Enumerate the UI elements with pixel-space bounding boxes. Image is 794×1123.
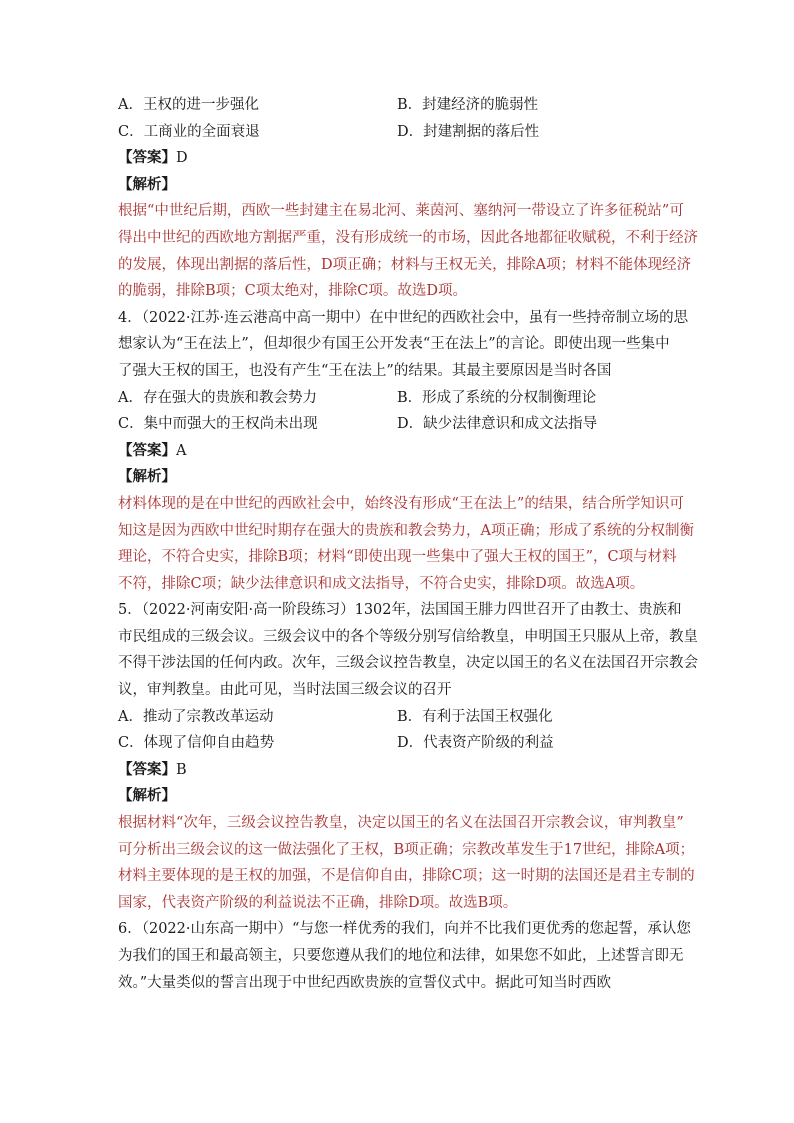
q6-stem-line-1: 6．（2022·山东高一期中）“与您一样优秀的我们，向并不比我们更优秀的您起誓，承认您 [118,921,691,938]
q5-stem-line-2: 市民组成的三级会议。三级会议中的各个等级分别写信给教皇，申明国王只服从上帝，教皇 [118,628,698,645]
q3-analysis-line-3: 的发展，体现出割据的落后性，D项正确；材料与王权无关，排除A项；材料不能体现经济 [118,256,692,273]
q5-option-a: A．推动了宗教改革运动 [118,708,274,725]
q4-stem-line-1: 4．（2022·江苏·连云港高中高一期中）在中世纪的西欧社会中，虽有一些持帝制立场的思 [118,309,689,326]
q3-option-a: A．王权的进一步强化 [118,97,259,113]
q3-options-row-2 [118,119,676,146]
q5-options-row-1 [118,704,676,731]
q4-option-b: B．形成了系统的分权制衡理论 [397,389,597,406]
answer-value: A [176,442,187,459]
q3-analysis-line-2: 得出中世纪的西欧地方割据严重，没有形成统一的市场，因此各地都征收赋税，不利于经济 [118,229,698,246]
q3-analysis-line-1: 根据“中世纪后期，西欧一些封建主在易北河、莱茵河、塞纳河一带设立了许多征税站”可 [118,203,684,220]
q5-stem-line-3: 不得干涉法国的任何内政。次年，三级会议控告教皇，决定以国王的名义在法国召开宗教会 [118,655,698,672]
q3-analysis-label: 【解析】 [118,175,176,193]
q6-stem-line-2: 为我们的国王和最高领主，只要您遵从我们的地位和法律，如果您不如此，上述誓言即无 [118,948,684,964]
q4-option-c: C．集中而强大的王权尚未出现 [118,416,318,433]
q5-analysis-line-1: 根据材料“次年，三级会议控告教皇，决定以国王的名义在法国召开宗教会议，审判教皇” [118,815,684,832]
q3-answer [118,145,676,172]
q5-stem-line-1: 5．（2022·河南安阳·高一阶段练习）1302年，法国国王腓力四世召开了由教士、贵族和 [118,602,682,619]
q3-option-c: C．工商业的全面衰退 [118,123,260,140]
answer-label: 【答案】 [118,441,176,459]
q5-analysis-line-3: 材料主要体现的是王权的加强，不是信仰自由，排除C项；这一时期的法国还是君主专制的 [118,868,695,885]
q5-analysis-line-4: 国家，代表资产阶级的利益说法不正确，排除D项。故选B项。 [118,894,518,911]
q4-analysis-line-2: 知这是因为西欧中世纪时期存在强大的贵族和教会势力，A项正确；形成了系统的分权制衡 [118,522,694,539]
q4-options-row-1 [118,385,676,412]
document-page [118,92,698,996]
q4-option-a: A．存在强大的贵族和教会势力 [118,389,317,406]
q4-stem-line-2: 想家认为“王在法上”，但却很少有国王公开发表“王在法上”的言论。即使出现一些集中 [118,336,670,353]
q3-analysis-line-4: 的脆弱，排除B项；C项太绝对，排除C项。故选D项。 [118,283,467,300]
answer-value: D [176,150,188,167]
q5-stem-line-4: 议，审判教皇。由此可见，当时法国三级会议的召开 [118,682,452,699]
q5-analysis-label: 【解析】 [118,787,176,805]
q5-option-d: D．代表资产阶级的利益 [397,735,554,752]
q5-analysis-line-2: 可分析出三级会议的这一做法强化了王权，B项正确；宗教改革发生于17世纪，排除A项； [118,841,695,858]
answer-label: 【答案】 [118,760,176,778]
q5-options-row-2 [118,730,676,757]
q4-analysis-line-4: 不符，排除C项；缺少法律意识和成文法指导，不符合史实，排除D项。故选A项。 [118,575,645,592]
q4-option-d: D．缺少法律意识和成文法指导 [397,416,598,433]
q3-option-d: D．封建割据的落后性 [397,123,540,140]
q4-analysis-line-3: 理论，不符合史实，排除B项；材料“即使出现一些集中了强大王权的国王”，C项与材料 [118,549,677,566]
q4-answer [118,438,676,465]
q5-answer [118,757,676,784]
q6-stem-line-3: 效。”大量类似的誓言出现于中世纪西欧贵族的宣誓仪式中。据此可知当时西欧 [118,974,612,991]
q5-option-b: B．有利于法国王权强化 [397,708,553,725]
q4-options-row-2 [118,411,676,438]
q3-options-row-1 [118,92,676,119]
q3-option-b: B．封建经济的脆弱性 [397,97,539,113]
q4-analysis-line-1: 材料体现的是在中世纪的西欧社会中，始终没有形成“王在法上”的结果，结合所学知识可 [118,495,684,512]
q4-stem-line-3: 了强大王权的国王，也没有产生“王在法上”的结果。其最主要原因是当时各国 [118,362,612,379]
q5-option-c: C．体现了信仰自由趋势 [118,735,275,752]
answer-label: 【答案】 [118,149,176,167]
q4-analysis-label: 【解析】 [118,468,176,486]
answer-value: B [176,761,187,778]
